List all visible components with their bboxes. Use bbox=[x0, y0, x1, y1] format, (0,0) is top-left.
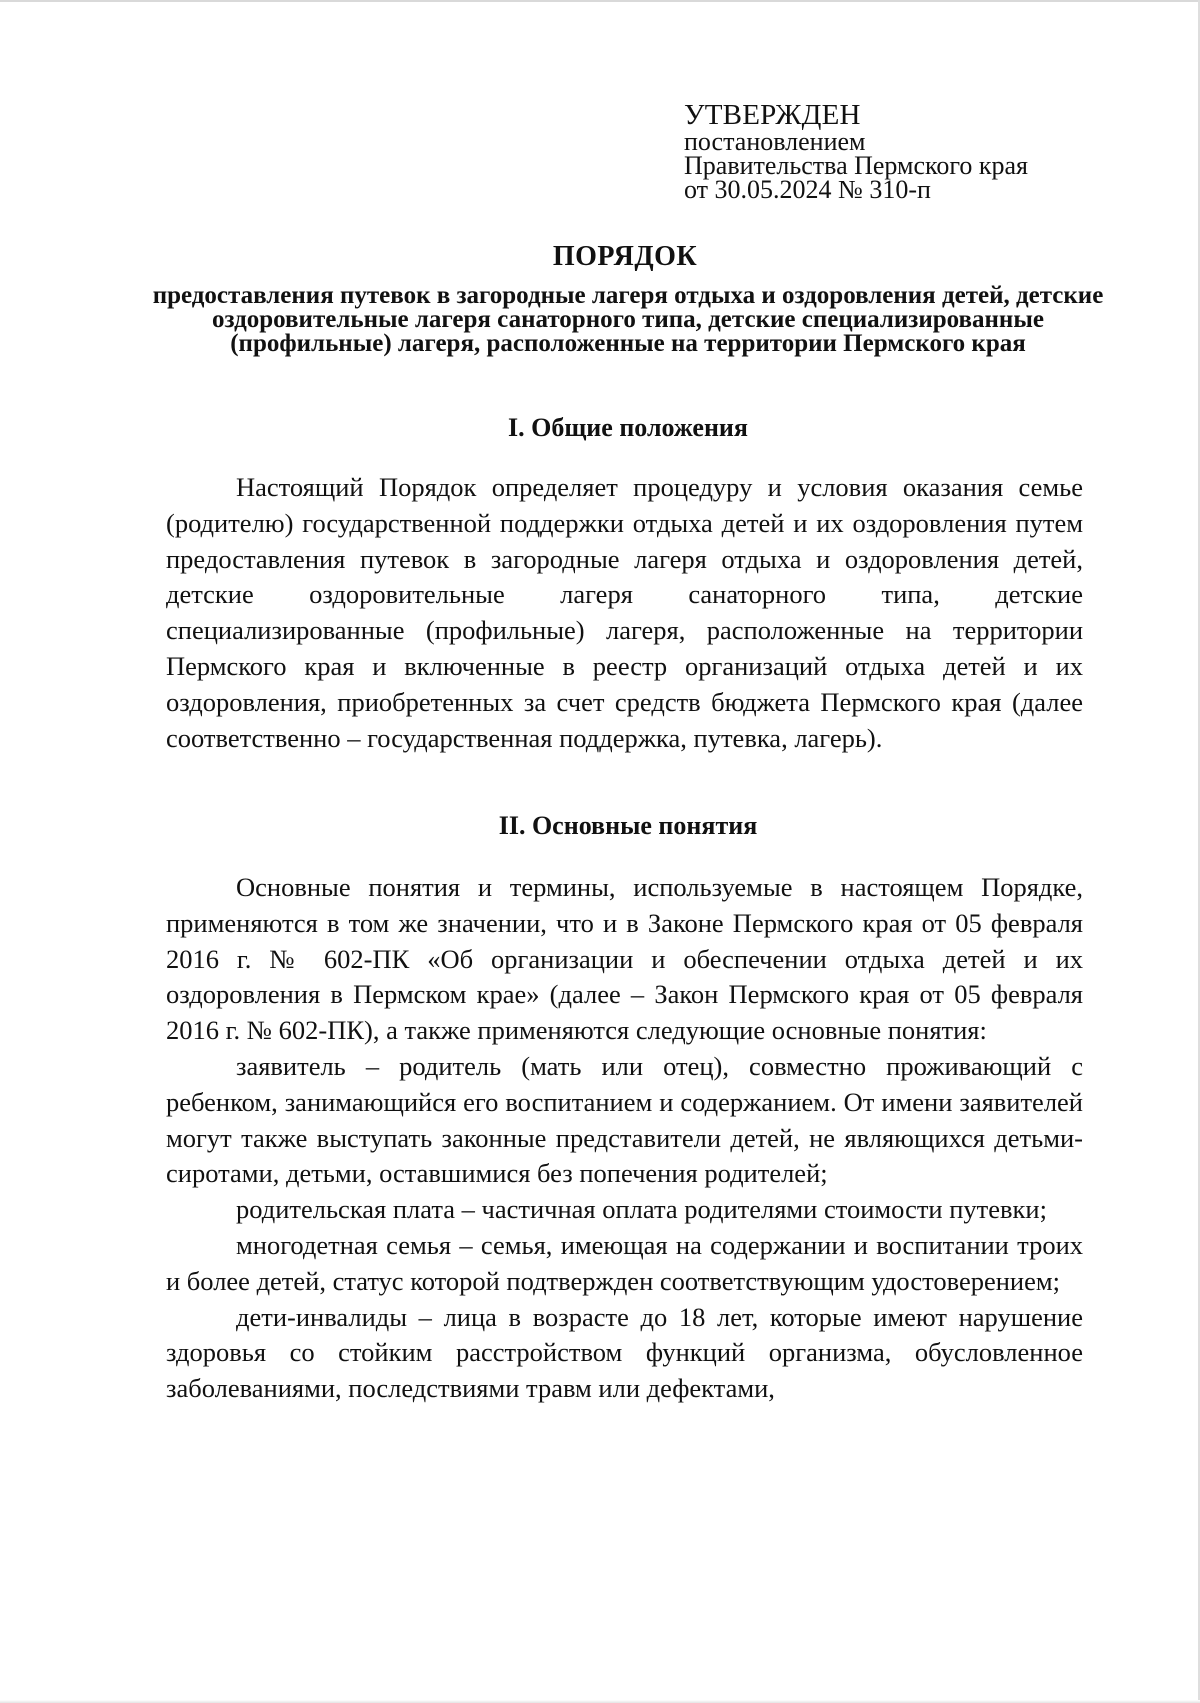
section-body bbox=[166, 470, 1083, 756]
approval-heading: УТВЕРЖДЕН bbox=[684, 99, 861, 131]
paragraph: многодетная семья – семья, имеющая на содержании и воспитании троих и более детей, статус которой подтвержден соответствующим удостоверением; bbox=[166, 1229, 1083, 1296]
section-heading: I. Общие положения bbox=[508, 413, 748, 442]
section-heading: II. Основные понятия bbox=[498, 811, 758, 840]
section-body bbox=[166, 870, 1083, 1407]
paragraph: Настоящий Порядок определяет процедуру и условия оказания семье (родителю) государственной поддержки отдыха детей и их оздоровления путем предоставления путевок в загородные лагеря отдыха и оздоровления детей, детские оздоровительные лагеря санаторного типа, детские специализированные (профильные) лагеря, расположенные на территории Пермского края и включенные в реестр организаций отдыха детей и их оздоровления, приобретенных за счет средств бюджета Пермского края (далее соответственно – государственная поддержка, путевка, лагерь). bbox=[166, 472, 1083, 753]
paragraph: дети-инвалиды – лица в возрасте до 18 лет, которые имеют нарушение здоровья со стойким расстройством функций организма, обусловленное заболеваниями, последствиями травм или дефектами, bbox=[166, 1301, 1083, 1404]
scan-edge bbox=[0, 0, 1200, 2]
paragraph: заявитель – родитель (мать или отец), совместно проживающий с ребенком, занимающийся его воспитанием и содержанием. От имени заявителей могут также выступать законные представители детей, не являющихся детьми-сиротами, детьми, оставшимися без попечения родителей; bbox=[166, 1050, 1083, 1189]
approval-line: от 30.05.2024 № 310-п bbox=[684, 175, 931, 204]
paragraph: родительская плата – частичная оплата родителями стоимости путевки; bbox=[236, 1194, 1047, 1225]
document-title: ПОРЯДОК bbox=[552, 241, 698, 272]
document-subtitle: предоставления путевок в загородные лагеря отдыха и оздоровления детей, детские оздоровительные лагеря санаторного типа, детские специализированные (профильные) лагеря, расположенные на территории Пермского края bbox=[152, 282, 1104, 357]
approval-line: Правительства Пермского края bbox=[684, 151, 1028, 180]
approval-block bbox=[684, 100, 1144, 202]
paragraph: Основные понятия и термины, используемые в настоящем Порядке, применяются в том же значении, что и в Законе Пермского края от 05 февраля 2016 г. № 602-ПК «Об организации и обеспечении отдыха детей и их оздоровления в Пермском крае» (далее – Закон Пермского края от 05 февраля 2016 г. № 602-ПК), а также применяются следующие основные понятия: bbox=[166, 872, 1083, 1046]
approval-line: постановлением bbox=[684, 127, 866, 156]
